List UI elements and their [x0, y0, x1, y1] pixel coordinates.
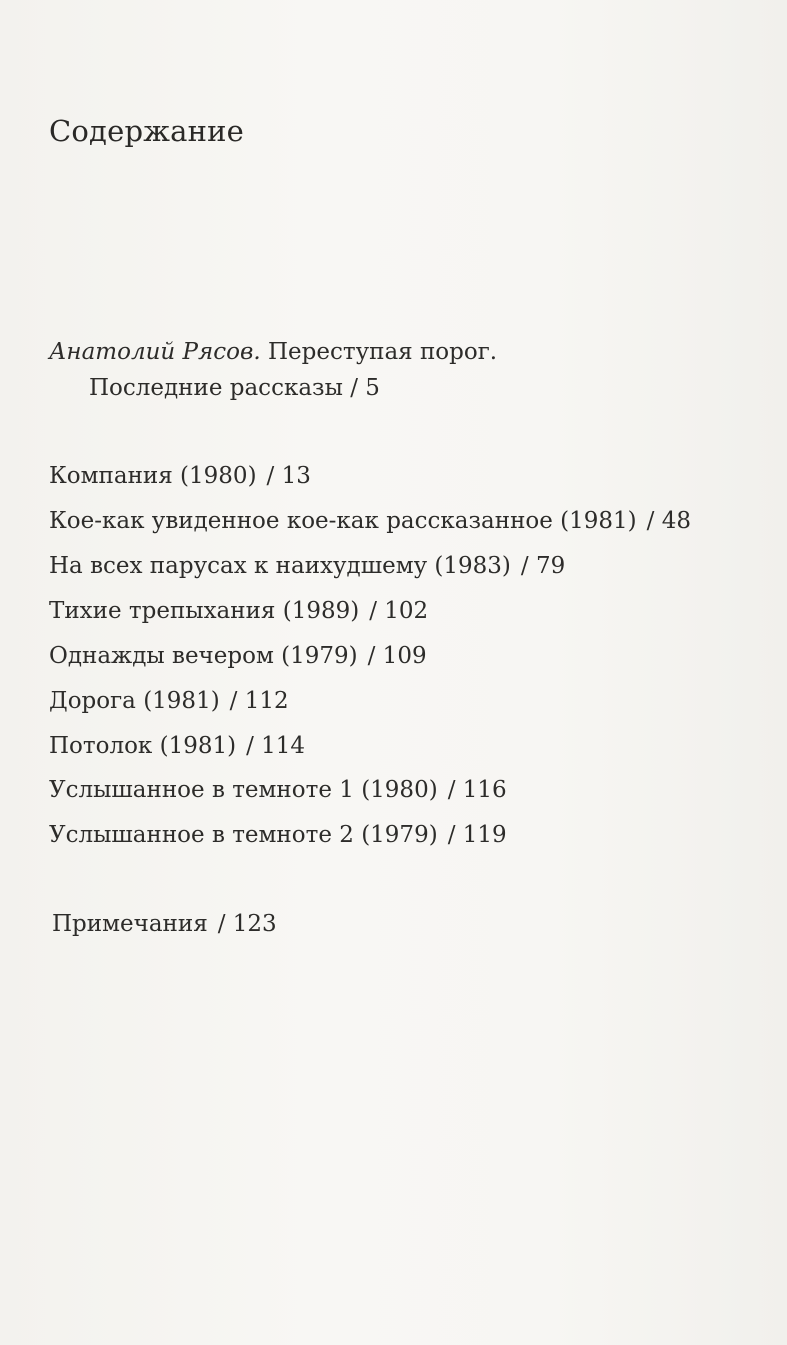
- toc-entry: [49, 461, 311, 491]
- toc-entry: [49, 551, 565, 581]
- intro-author: Анатолий Рясов.: [49, 339, 261, 365]
- toc-entry-title: Услышанное в темноте 1 (1980): [49, 777, 438, 803]
- toc-entry-page: / 116: [447, 777, 507, 803]
- toc-entry: [49, 686, 289, 716]
- intro-title-continued: Последние рассказы / 5: [89, 375, 380, 401]
- toc-entry: [49, 731, 305, 761]
- toc-entry-page: / 79: [520, 553, 566, 579]
- intro-title: Переступая порог.: [260, 339, 498, 365]
- toc-entry: [49, 506, 691, 536]
- toc-notes-page: / 123: [217, 911, 277, 937]
- toc-entry-page: / 109: [367, 643, 427, 669]
- toc-entry-page: / 13: [266, 463, 311, 489]
- toc-entry-title: Тихие трепыхания (1989): [49, 598, 360, 624]
- toc-notes-title: Примечания: [52, 911, 208, 937]
- toc-entry-page: / 114: [246, 733, 306, 759]
- intro-entry: [49, 334, 497, 406]
- toc-entry-title: Дорога (1981): [49, 688, 220, 714]
- toc-entry-title: Услышанное в темноте 2 (1979): [49, 822, 438, 848]
- toc-entry: [49, 641, 427, 671]
- page-title: Содержание: [49, 114, 245, 148]
- toc-entry: [49, 775, 507, 805]
- toc-entry-title: Однажды вечером (1979): [49, 643, 358, 669]
- toc-entry: [49, 820, 507, 850]
- toc-entry-title: Компания (1980): [49, 463, 257, 489]
- toc-entry-title: Потолок (1981): [49, 733, 237, 759]
- toc-entry-page: / 102: [369, 598, 429, 624]
- toc-entry-title: На всех парусах к наихудшему (1983): [49, 553, 511, 579]
- toc-entry-page: / 119: [447, 822, 507, 848]
- toc-notes-entry: [52, 909, 277, 939]
- toc-entry: [49, 596, 428, 626]
- toc-entry-page: / 48: [646, 508, 691, 534]
- toc-entry-page: / 112: [229, 688, 289, 714]
- toc-entry-title: Кое-как увиденное кое-как рассказанное (1981): [49, 508, 637, 534]
